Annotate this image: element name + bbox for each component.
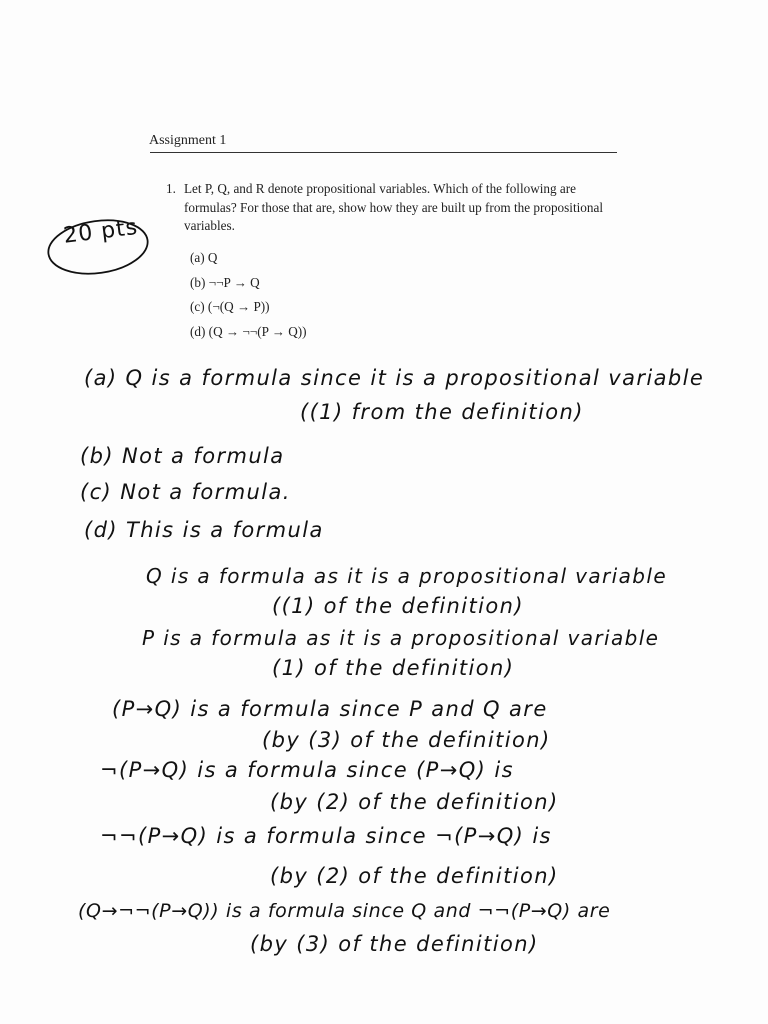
part-b: (b) ¬¬P → Q: [190, 274, 260, 290]
score-label: 20 pts: [62, 214, 140, 249]
problem-text: Let P, Q, and R denote propositional variables. Which of the following are formulas? For those that are, show how they are built up from the propositional variables.: [184, 181, 603, 233]
answer-line: P is a formula as it is a propositional variable: [142, 626, 660, 650]
assignment-title: Assignment 1: [149, 133, 227, 148]
answer-line: (by (3) of the definition): [250, 932, 539, 956]
answer-line: (b) Not a formula: [80, 444, 285, 468]
answer-line: ((1) from the definition): [300, 400, 584, 424]
answer-line: ¬¬(P→Q) is a formula since ¬(P→Q) is: [100, 824, 552, 848]
answer-line: (d) This is a formula: [84, 518, 324, 542]
answer-line: (by (3) of the definition): [262, 728, 551, 752]
answer-line: (a) Q is a formula since it is a propositional variable: [84, 366, 705, 390]
answer-line: ¬(P→Q) is a formula since (P→Q) is: [100, 758, 514, 782]
answer-line: (by (2) of the definition): [270, 790, 559, 814]
problem-1: [166, 180, 626, 236]
header-rule: [150, 152, 617, 153]
answer-line: (1) of the definition): [272, 656, 515, 680]
problem-parts: [190, 246, 307, 344]
answer-line: (c) Not a formula.: [80, 480, 291, 504]
part-a: (a) Q: [190, 250, 218, 265]
part-d: (d) (Q → ¬¬(P → Q)): [190, 323, 307, 339]
answer-line: Q is a formula as it is a propositional variable: [146, 564, 668, 588]
answer-line: (P→Q) is a formula since P and Q are: [112, 697, 548, 721]
answer-line: (Q→¬¬(P→Q)) is a formula since Q and ¬¬(P→Q) are: [78, 900, 611, 922]
part-c: (c) (¬(Q → P)): [190, 299, 270, 314]
answer-line: (by (2) of the definition): [270, 864, 559, 888]
problem-number: 1.: [166, 181, 176, 196]
answer-line: ((1) of the definition): [272, 594, 524, 618]
